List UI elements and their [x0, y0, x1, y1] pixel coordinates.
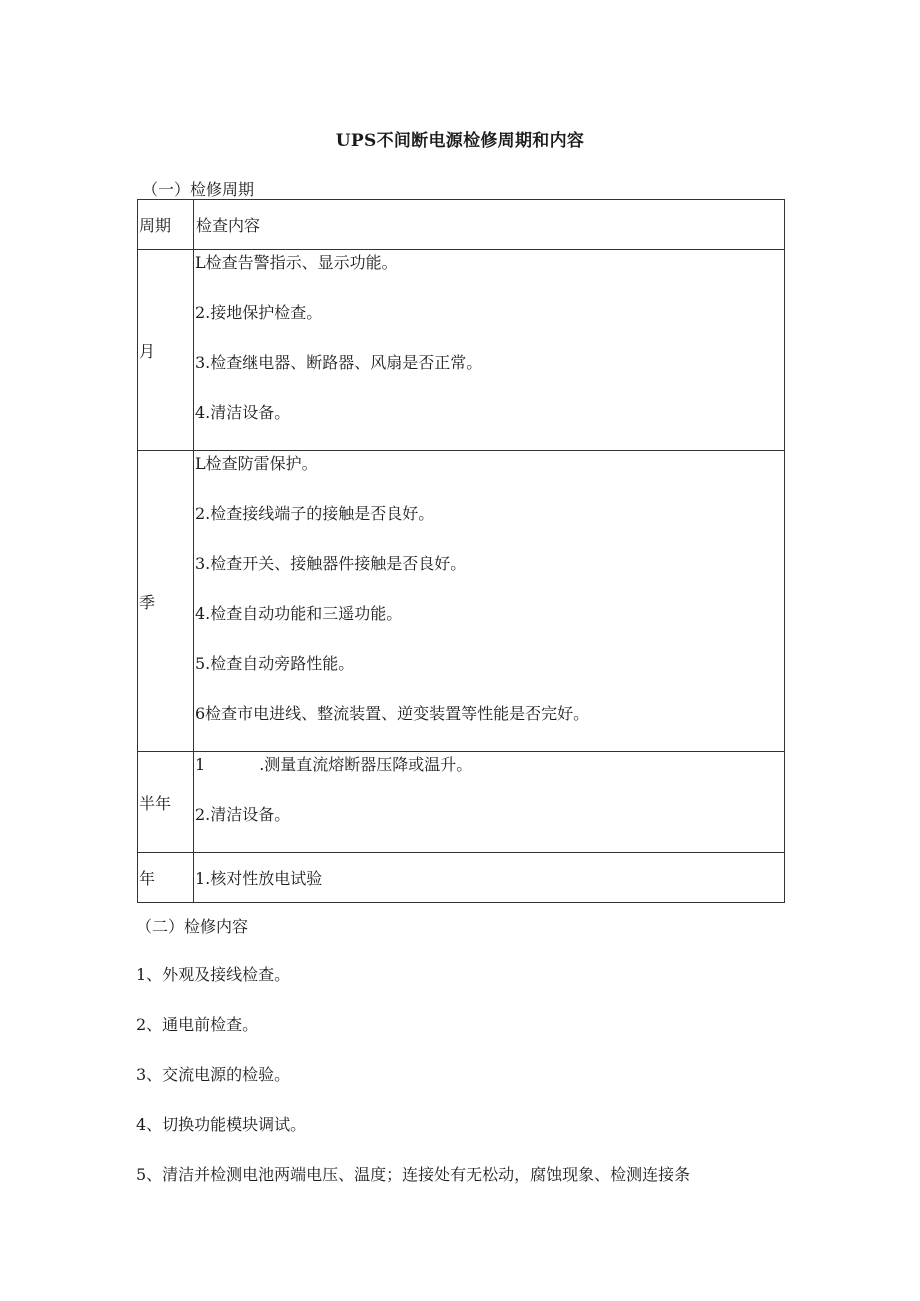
content-cell [194, 451, 785, 752]
period-cell: 月 [138, 250, 194, 451]
list-item: 2、通电前检查。 [136, 1015, 259, 1034]
page-title: UPS不间断电源检修周期和内容 [335, 131, 585, 151]
item-text: .测量直流熔断器压降或温升。 [259, 755, 473, 774]
section-heading-content: （二）检修内容 [136, 917, 249, 936]
list-item: 6检查市电进线、整流装置、逆变装置等性能是否完好。 [195, 704, 590, 723]
list-item: 2.接地保护检查。 [195, 303, 323, 322]
item-number: 1 [195, 755, 206, 774]
maintenance-cycle-table [137, 199, 785, 903]
period-cell: 季 [138, 451, 194, 752]
period-cell: 半年 [138, 752, 194, 853]
list-item: 3.检查开关、接触器件接触是否良好。 [195, 554, 467, 573]
table-header-row [138, 200, 785, 250]
list-item [195, 752, 784, 802]
maintenance-content-list [136, 962, 690, 1212]
content-cell [194, 853, 785, 903]
list-item: L检查防雷保护。 [195, 454, 318, 473]
table-row-semiannual [138, 752, 785, 853]
list-item: 2.清洁设备。 [195, 805, 291, 824]
list-item: 5、清洁并检测电池两端电压、温度；连接处有无松动，腐蚀现象、检测连接条 [136, 1165, 691, 1184]
content-cell [194, 752, 785, 853]
section-heading-cycle: （一）检修周期 [142, 180, 255, 199]
list-item: L检查告警指示、显示功能。 [195, 253, 398, 272]
content-cell [194, 250, 785, 451]
table-row-quarterly [138, 451, 785, 752]
list-item: 3、交流电源的检验。 [136, 1065, 291, 1084]
list-item: 1.核对性放电试验 [195, 869, 323, 888]
list-item: 4.检查自动功能和三遥功能。 [195, 604, 403, 623]
table-row-annual [138, 853, 785, 903]
period-cell: 年 [138, 853, 194, 903]
list-item: 4、切换功能模块调试。 [136, 1115, 307, 1134]
table-row-monthly [138, 250, 785, 451]
list-item: 3.检查继电器、断路器、风扇是否正常。 [195, 353, 483, 372]
header-period: 周期 [138, 200, 194, 250]
header-content: 检查内容 [194, 200, 785, 250]
list-item: 1、外观及接线检查。 [136, 965, 291, 984]
list-item: 5.检查自动旁路性能。 [195, 654, 355, 673]
list-item: 2.检查接线端子的接触是否良好。 [195, 504, 435, 523]
list-item: 4.清洁设备。 [195, 403, 291, 422]
